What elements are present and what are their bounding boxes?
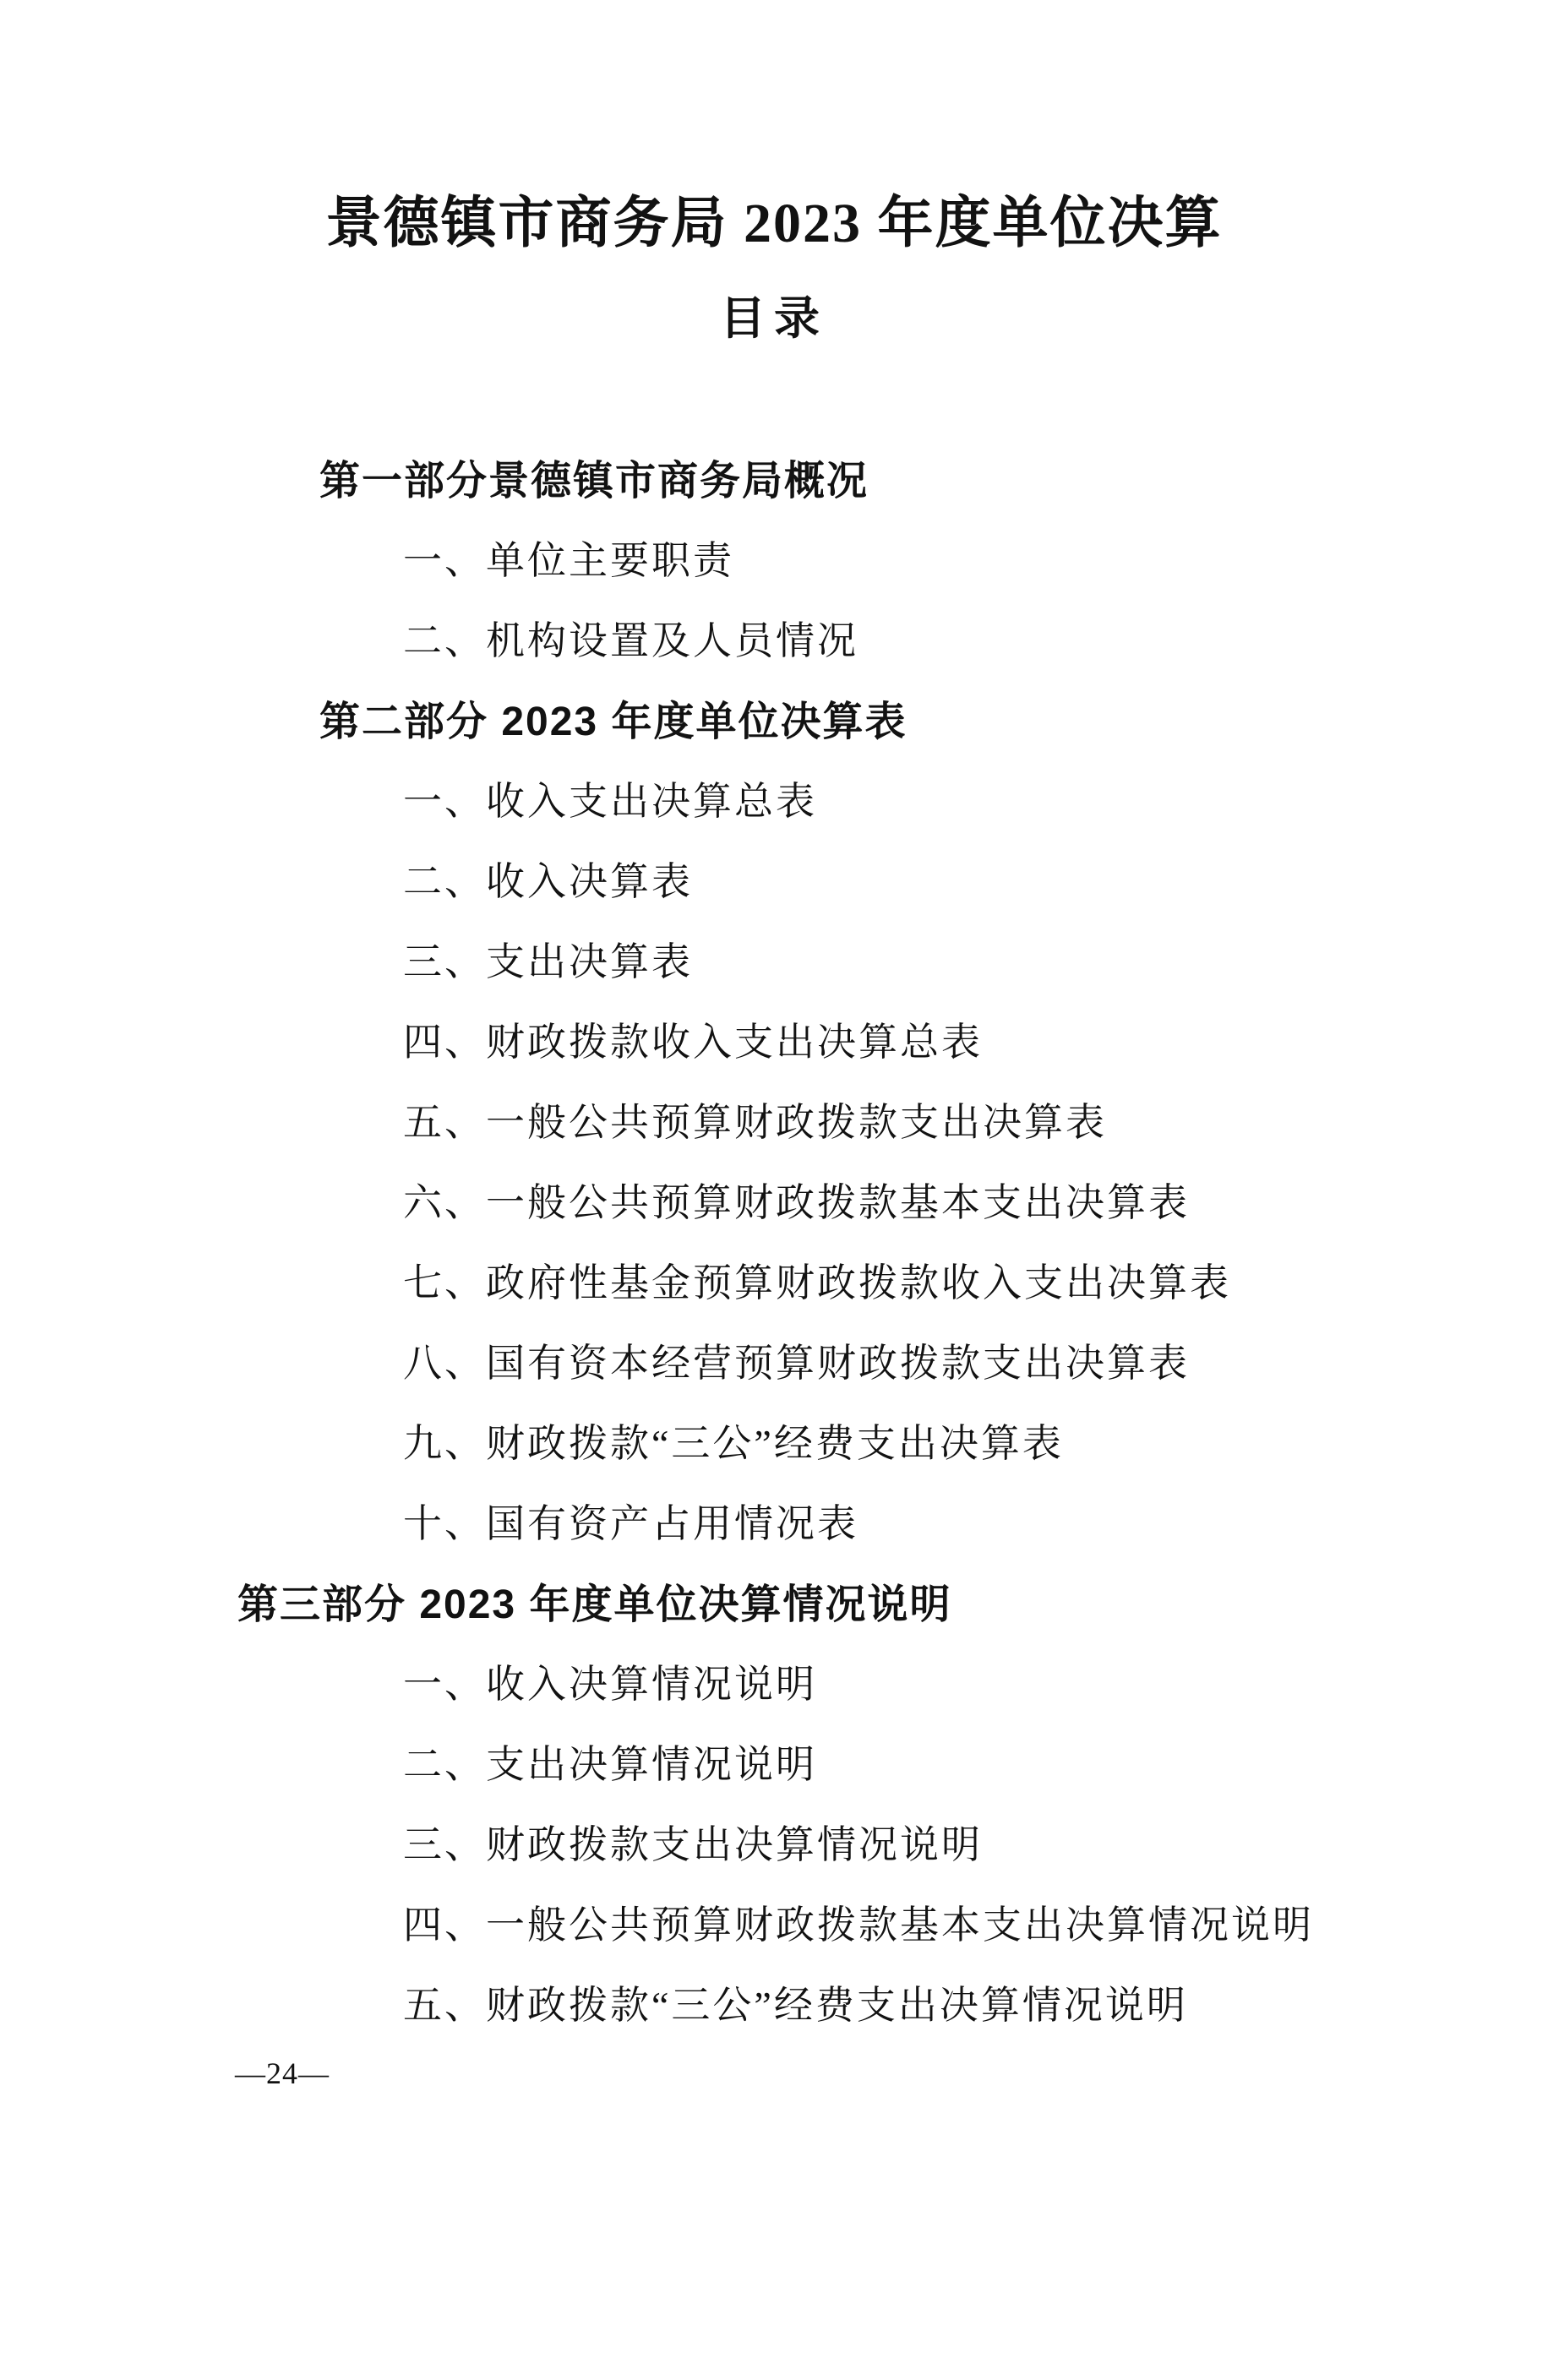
toc-row (0, 999, 1548, 1079)
toc-caption: 目录 (720, 293, 828, 344)
toc-row (0, 437, 1548, 517)
toc-item: 一、单位主要职责 (403, 538, 734, 582)
toc-row (0, 1962, 1548, 2042)
toc-row (0, 838, 1548, 918)
toc-item: 二、机构设置及人员情况 (403, 618, 858, 662)
toc-row (0, 918, 1548, 999)
toc-item: 三、财政拨款支出决算情况说明 (403, 1822, 983, 1866)
document-title: 景德镇市商务局 2023 年度单位决算 (325, 193, 1223, 254)
toc-item: 三、支出决算表 (403, 939, 693, 983)
toc-row (0, 1641, 1548, 1721)
toc-item: 十、国有资产占用情况表 (403, 1501, 858, 1545)
toc-row (0, 1882, 1548, 1962)
toc-row (0, 1239, 1548, 1320)
toc-row (0, 1721, 1548, 1801)
toc-row (0, 1560, 1548, 1641)
toc-item: 四、一般公共预算财政拨款基本支出决算情况说明 (403, 1903, 1314, 1947)
toc-row (0, 1480, 1548, 1560)
toc-row (0, 1320, 1548, 1400)
toc-item: 九、财政拨款“三公”经费支出决算表 (403, 1421, 1064, 1465)
toc-section-statements (0, 678, 1548, 1560)
toc-item: 一、收入决算情况说明 (403, 1662, 817, 1706)
toc-item: 一、收入支出决算总表 (403, 779, 817, 823)
toc-item: 五、财政拨款“三公”经费支出决算情况说明 (403, 1983, 1188, 2027)
toc-item: 二、支出决算情况说明 (403, 1742, 817, 1786)
toc-row (0, 678, 1548, 758)
toc-row (0, 517, 1548, 597)
toc-section-heading: 第一部分景德镇市商务局概况 (319, 459, 869, 504)
toc-section-overview (0, 437, 1548, 678)
toc-row (0, 1159, 1548, 1239)
toc-item: 四、财政拨款收入支出决算总表 (403, 1020, 983, 1064)
toc-row (0, 758, 1548, 838)
table-of-contents (0, 437, 1548, 2042)
toc-item: 六、一般公共预算财政拨款基本支出决算表 (403, 1180, 1190, 1224)
toc-section-notes (0, 1560, 1548, 2042)
toc-item: 八、国有资本经营预算财政拨款支出决算表 (403, 1341, 1190, 1385)
toc-row (0, 1801, 1548, 1882)
toc-row (0, 597, 1548, 678)
toc-section-heading: 第三部分 2023 年度单位决算情况说明 (237, 1582, 952, 1627)
toc-item: 二、收入决算表 (403, 859, 693, 903)
toc-row (0, 1400, 1548, 1480)
toc-section-heading: 第二部分 2023 年度单位决算表 (319, 700, 908, 744)
document-page (0, 190, 1548, 2380)
toc-row (0, 1079, 1548, 1159)
toc-item: 五、一般公共预算财政拨款支出决算表 (403, 1100, 1107, 1144)
toc-item: 七、政府性基金预算财政拨款收入支出决算表 (403, 1261, 1231, 1304)
page-number: —24— (235, 2056, 330, 2090)
